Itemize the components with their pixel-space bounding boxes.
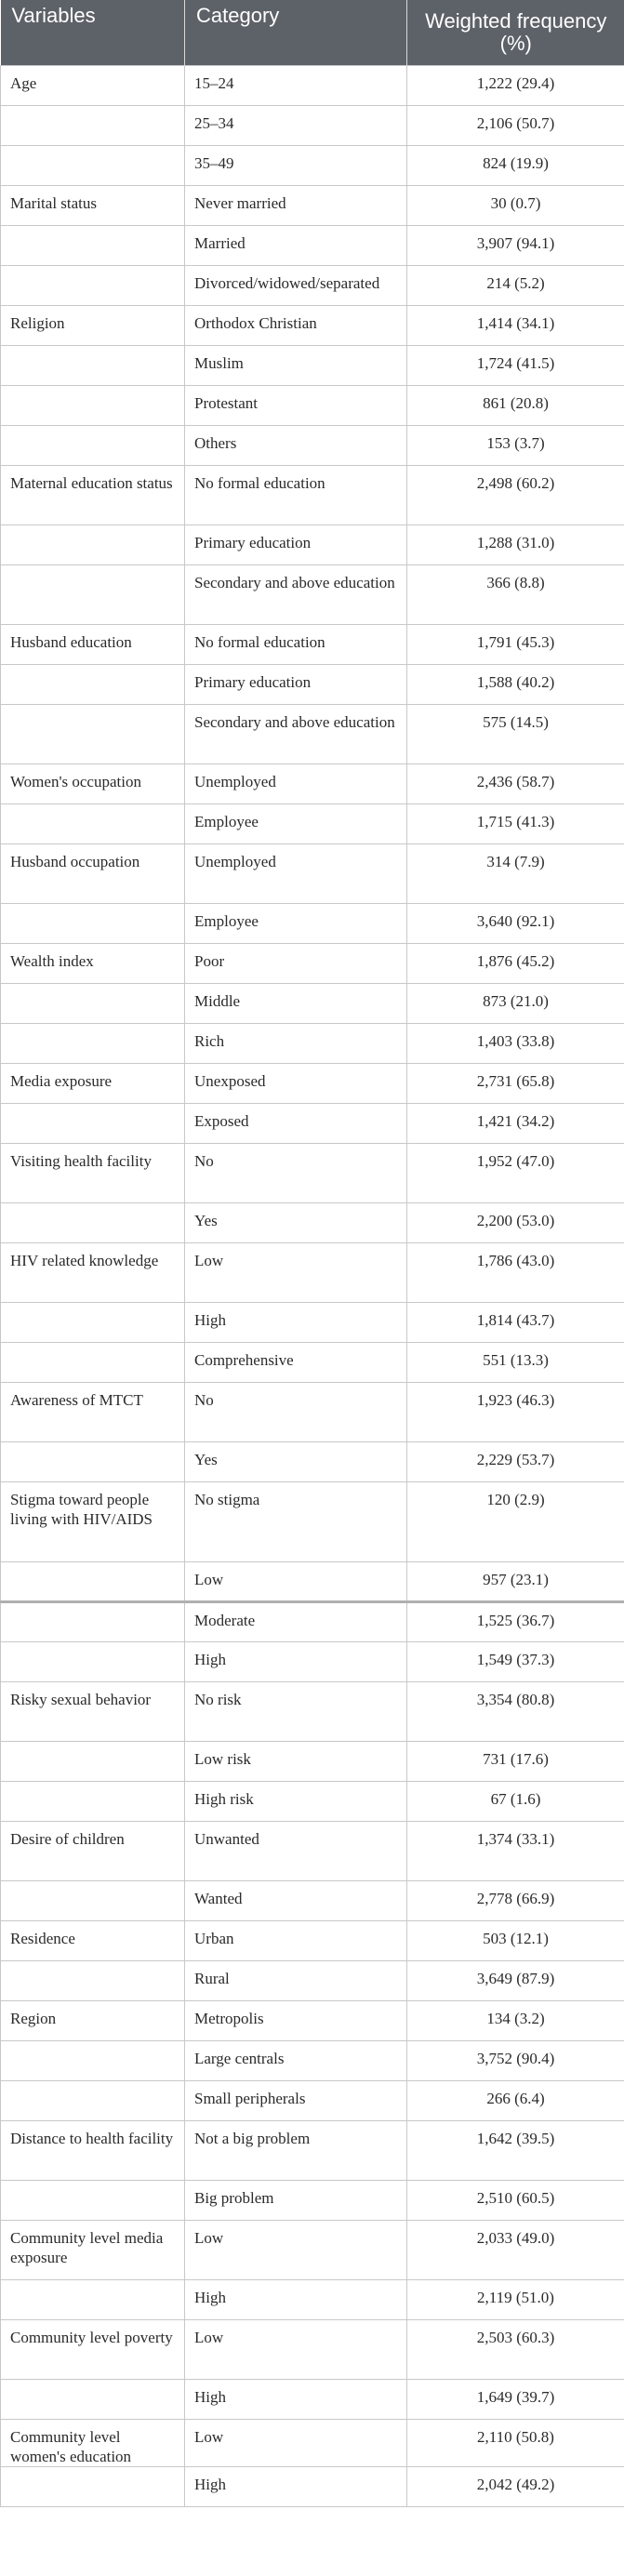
cell-value: 824 (19.9) xyxy=(407,146,624,186)
cell-variable xyxy=(1,1602,185,1642)
cell-value: 1,403 (33.8) xyxy=(407,1024,624,1064)
cell-value: 551 (13.3) xyxy=(407,1343,624,1383)
cell-variable xyxy=(1,2041,185,2081)
cell-variable xyxy=(1,346,185,386)
cell-value: 2,110 (50.8) xyxy=(407,2420,624,2467)
cell-variable: Risky sexual behavior xyxy=(1,1682,185,1742)
cell-variable: Husband education xyxy=(1,625,185,665)
cell-value: 30 (0.7) xyxy=(407,186,624,226)
cell-value: 3,354 (80.8) xyxy=(407,1682,624,1742)
cell-value: 1,649 (39.7) xyxy=(407,2380,624,2420)
table-row xyxy=(1,2081,624,2121)
cell-variable xyxy=(1,1961,185,2001)
cell-category: Rich xyxy=(185,1024,407,1064)
cell-variable xyxy=(1,1881,185,1921)
cell-value: 1,525 (36.7) xyxy=(407,1602,624,1642)
cell-value: 2,510 (60.5) xyxy=(407,2181,624,2221)
cell-category: Secondary and above education xyxy=(185,705,407,764)
cell-variable xyxy=(1,1562,185,1602)
table-row xyxy=(1,2001,624,2041)
cell-variable: Distance to health facility xyxy=(1,2121,185,2181)
table-row xyxy=(1,1822,624,1881)
cell-category: Never married xyxy=(185,186,407,226)
table-row xyxy=(1,1961,624,2001)
table-row xyxy=(1,1602,624,1642)
table-row xyxy=(1,705,624,764)
cell-variable xyxy=(1,565,185,625)
table-row xyxy=(1,306,624,346)
cell-value: 2,200 (53.0) xyxy=(407,1203,624,1243)
cell-variable: Age xyxy=(1,66,185,106)
table-row xyxy=(1,944,624,984)
table-row xyxy=(1,1742,624,1782)
cell-value: 1,715 (41.3) xyxy=(407,804,624,844)
table-row xyxy=(1,525,624,565)
cell-value: 731 (17.6) xyxy=(407,1742,624,1782)
cell-variable xyxy=(1,1642,185,1682)
cell-category: 35–49 xyxy=(185,146,407,186)
table-row xyxy=(1,1682,624,1742)
cell-variable xyxy=(1,1343,185,1383)
cell-category: Orthodox Christian xyxy=(185,306,407,346)
cell-category: High xyxy=(185,2380,407,2420)
cell-variable: Religion xyxy=(1,306,185,346)
cell-value: 1,814 (43.7) xyxy=(407,1303,624,1343)
cell-variable xyxy=(1,2280,185,2320)
cell-category: Low xyxy=(185,2221,407,2280)
table-row xyxy=(1,904,624,944)
table-row xyxy=(1,106,624,146)
cell-value: 1,421 (34.2) xyxy=(407,1104,624,1144)
cell-category: Low xyxy=(185,1243,407,1303)
cell-variable xyxy=(1,665,185,705)
cell-variable xyxy=(1,106,185,146)
cell-variable xyxy=(1,1024,185,1064)
table-row xyxy=(1,2121,624,2181)
table-header-row xyxy=(1,0,624,66)
cell-value: 1,791 (45.3) xyxy=(407,625,624,665)
cell-variable xyxy=(1,1104,185,1144)
cell-variable: Marital status xyxy=(1,186,185,226)
cell-category: Protestant xyxy=(185,386,407,426)
cell-value: 503 (12.1) xyxy=(407,1921,624,1961)
cell-variable xyxy=(1,266,185,306)
cell-variable: Maternal education status xyxy=(1,466,185,525)
cell-category: Secondary and above education xyxy=(185,565,407,625)
cell-category: Yes xyxy=(185,1442,407,1482)
cell-variable: Awareness of MTCT xyxy=(1,1383,185,1442)
table-row xyxy=(1,2320,624,2380)
cell-variable xyxy=(1,1442,185,1482)
cell-value: 1,952 (47.0) xyxy=(407,1144,624,1203)
table-row xyxy=(1,1442,624,1482)
cell-category: Low xyxy=(185,2420,407,2467)
cell-value: 2,498 (60.2) xyxy=(407,466,624,525)
table-row xyxy=(1,2280,624,2320)
cell-variable xyxy=(1,2380,185,2420)
table-row xyxy=(1,1642,624,1682)
cell-category: Moderate xyxy=(185,1602,407,1642)
table-row xyxy=(1,1881,624,1921)
cell-value: 575 (14.5) xyxy=(407,705,624,764)
cell-value: 3,640 (92.1) xyxy=(407,904,624,944)
cell-category: No xyxy=(185,1383,407,1442)
cell-value: 134 (3.2) xyxy=(407,2001,624,2041)
table-row xyxy=(1,2221,624,2280)
cell-category: Low xyxy=(185,1562,407,1602)
cell-value: 1,288 (31.0) xyxy=(407,525,624,565)
cell-value: 1,222 (29.4) xyxy=(407,66,624,106)
cell-category: Married xyxy=(185,226,407,266)
header-category: Category xyxy=(185,0,407,66)
cell-value: 3,752 (90.4) xyxy=(407,2041,624,2081)
cell-category: Urban xyxy=(185,1921,407,1961)
cell-variable xyxy=(1,1742,185,1782)
header-frequency: Weighted frequency (%) xyxy=(407,0,624,66)
table-row xyxy=(1,426,624,466)
table-row xyxy=(1,1064,624,1104)
cell-variable xyxy=(1,904,185,944)
table-row xyxy=(1,984,624,1024)
cell-variable xyxy=(1,984,185,1024)
cell-category: Comprehensive xyxy=(185,1343,407,1383)
cell-value: 1,642 (39.5) xyxy=(407,2121,624,2181)
cell-category: Employee xyxy=(185,904,407,944)
table-row xyxy=(1,625,624,665)
table-row xyxy=(1,226,624,266)
table-row xyxy=(1,2467,624,2507)
header-variables: Variables xyxy=(1,0,185,66)
table-row xyxy=(1,1562,624,1602)
cell-variable xyxy=(1,2467,185,2507)
cell-variable: Stigma toward people living with HIV/AIDS xyxy=(1,1482,185,1562)
cell-category: High xyxy=(185,2467,407,2507)
cell-category: Low risk xyxy=(185,1742,407,1782)
cell-variable xyxy=(1,804,185,844)
cell-value: 3,907 (94.1) xyxy=(407,226,624,266)
cell-value: 2,119 (51.0) xyxy=(407,2280,624,2320)
cell-variable xyxy=(1,2181,185,2221)
table-row xyxy=(1,1203,624,1243)
table-row xyxy=(1,266,624,306)
cell-category: High xyxy=(185,1303,407,1343)
table-row xyxy=(1,386,624,426)
cell-variable: Visiting health facility xyxy=(1,1144,185,1203)
cell-value: 2,033 (49.0) xyxy=(407,2221,624,2280)
cell-value: 153 (3.7) xyxy=(407,426,624,466)
cell-category: No stigma xyxy=(185,1482,407,1562)
cell-value: 1,786 (43.0) xyxy=(407,1243,624,1303)
cell-variable: Region xyxy=(1,2001,185,2041)
cell-category: Middle xyxy=(185,984,407,1024)
table-row xyxy=(1,1343,624,1383)
cell-category: No formal education xyxy=(185,625,407,665)
cell-variable xyxy=(1,1782,185,1822)
cell-variable xyxy=(1,705,185,764)
cell-category: Exposed xyxy=(185,1104,407,1144)
cell-category: Divorced/widowed/separated xyxy=(185,266,407,306)
table-row xyxy=(1,2041,624,2081)
cell-category: 25–34 xyxy=(185,106,407,146)
cell-value: 1,724 (41.5) xyxy=(407,346,624,386)
cell-value: 266 (6.4) xyxy=(407,2081,624,2121)
cell-category: High risk xyxy=(185,1782,407,1822)
cell-value: 2,106 (50.7) xyxy=(407,106,624,146)
table-row xyxy=(1,2380,624,2420)
cell-category: Unemployed xyxy=(185,844,407,904)
cell-variable: Community level media exposure xyxy=(1,2221,185,2280)
cell-value: 214 (5.2) xyxy=(407,266,624,306)
cell-category: Employee xyxy=(185,804,407,844)
cell-value: 67 (1.6) xyxy=(407,1782,624,1822)
cell-category: Others xyxy=(185,426,407,466)
cell-value: 1,923 (46.3) xyxy=(407,1383,624,1442)
cell-category: Unexposed xyxy=(185,1064,407,1104)
cell-variable: HIV related knowledge xyxy=(1,1243,185,1303)
table-row xyxy=(1,2181,624,2221)
cell-value: 120 (2.9) xyxy=(407,1482,624,1562)
cell-value: 3,649 (87.9) xyxy=(407,1961,624,2001)
table-row xyxy=(1,565,624,625)
cell-category: Primary education xyxy=(185,525,407,565)
table-row xyxy=(1,844,624,904)
table-row xyxy=(1,186,624,226)
cell-category: No risk xyxy=(185,1682,407,1742)
cell-category: Low xyxy=(185,2320,407,2380)
cell-value: 366 (8.8) xyxy=(407,565,624,625)
cell-value: 873 (21.0) xyxy=(407,984,624,1024)
cell-category: Poor xyxy=(185,944,407,984)
cell-value: 1,876 (45.2) xyxy=(407,944,624,984)
table-row xyxy=(1,1383,624,1442)
cell-variable: Desire of children xyxy=(1,1822,185,1881)
table-row xyxy=(1,146,624,186)
cell-variable: Women's occupation xyxy=(1,764,185,804)
table-row xyxy=(1,66,624,106)
cell-category: Big problem xyxy=(185,2181,407,2221)
table-row xyxy=(1,1144,624,1203)
table-row xyxy=(1,1243,624,1303)
cell-category: Unwanted xyxy=(185,1822,407,1881)
table-row xyxy=(1,466,624,525)
cell-variable: Wealth index xyxy=(1,944,185,984)
cell-category: Primary education xyxy=(185,665,407,705)
cell-value: 861 (20.8) xyxy=(407,386,624,426)
cell-value: 2,778 (66.9) xyxy=(407,1881,624,1921)
table-row xyxy=(1,764,624,804)
cell-category: Small peripherals xyxy=(185,2081,407,2121)
cell-variable xyxy=(1,386,185,426)
table-row xyxy=(1,1921,624,1961)
cell-value: 2,731 (65.8) xyxy=(407,1064,624,1104)
cell-category: Unemployed xyxy=(185,764,407,804)
cell-value: 1,414 (34.1) xyxy=(407,306,624,346)
cell-variable xyxy=(1,2081,185,2121)
cell-category: 15–24 xyxy=(185,66,407,106)
cell-variable xyxy=(1,525,185,565)
cell-value: 2,503 (60.3) xyxy=(407,2320,624,2380)
cell-category: No formal education xyxy=(185,466,407,525)
cell-value: 1,549 (37.3) xyxy=(407,1642,624,1682)
cell-variable xyxy=(1,426,185,466)
cell-category: Wanted xyxy=(185,1881,407,1921)
cell-category: Muslim xyxy=(185,346,407,386)
table-row xyxy=(1,2420,624,2467)
cell-value: 957 (23.1) xyxy=(407,1562,624,1602)
cell-variable xyxy=(1,146,185,186)
cell-category: No xyxy=(185,1144,407,1203)
table-body xyxy=(1,66,624,2507)
table-row xyxy=(1,1303,624,1343)
cell-variable: Community level poverty xyxy=(1,2320,185,2380)
cell-variable: Community level women's education xyxy=(1,2420,185,2467)
cell-variable xyxy=(1,226,185,266)
cell-value: 314 (7.9) xyxy=(407,844,624,904)
table-row xyxy=(1,1104,624,1144)
cell-category: High xyxy=(185,2280,407,2320)
cell-category: Metropolis xyxy=(185,2001,407,2041)
cell-value: 2,229 (53.7) xyxy=(407,1442,624,1482)
table-row xyxy=(1,1024,624,1064)
cell-variable: Husband occupation xyxy=(1,844,185,904)
table-row xyxy=(1,1782,624,1822)
table-row xyxy=(1,346,624,386)
cell-value: 1,588 (40.2) xyxy=(407,665,624,705)
cell-variable xyxy=(1,1303,185,1343)
cell-value: 2,042 (49.2) xyxy=(407,2467,624,2507)
cell-category: Large centrals xyxy=(185,2041,407,2081)
table-row xyxy=(1,804,624,844)
cell-variable: Residence xyxy=(1,1921,185,1961)
cell-value: 1,374 (33.1) xyxy=(407,1822,624,1881)
cell-category: Not a big problem xyxy=(185,2121,407,2181)
table-row xyxy=(1,665,624,705)
cell-variable xyxy=(1,1203,185,1243)
cell-variable: Media exposure xyxy=(1,1064,185,1104)
cell-category: Yes xyxy=(185,1203,407,1243)
cell-category: Rural xyxy=(185,1961,407,2001)
cell-category: High xyxy=(185,1642,407,1682)
table-row xyxy=(1,1482,624,1562)
cell-value: 2,436 (58.7) xyxy=(407,764,624,804)
